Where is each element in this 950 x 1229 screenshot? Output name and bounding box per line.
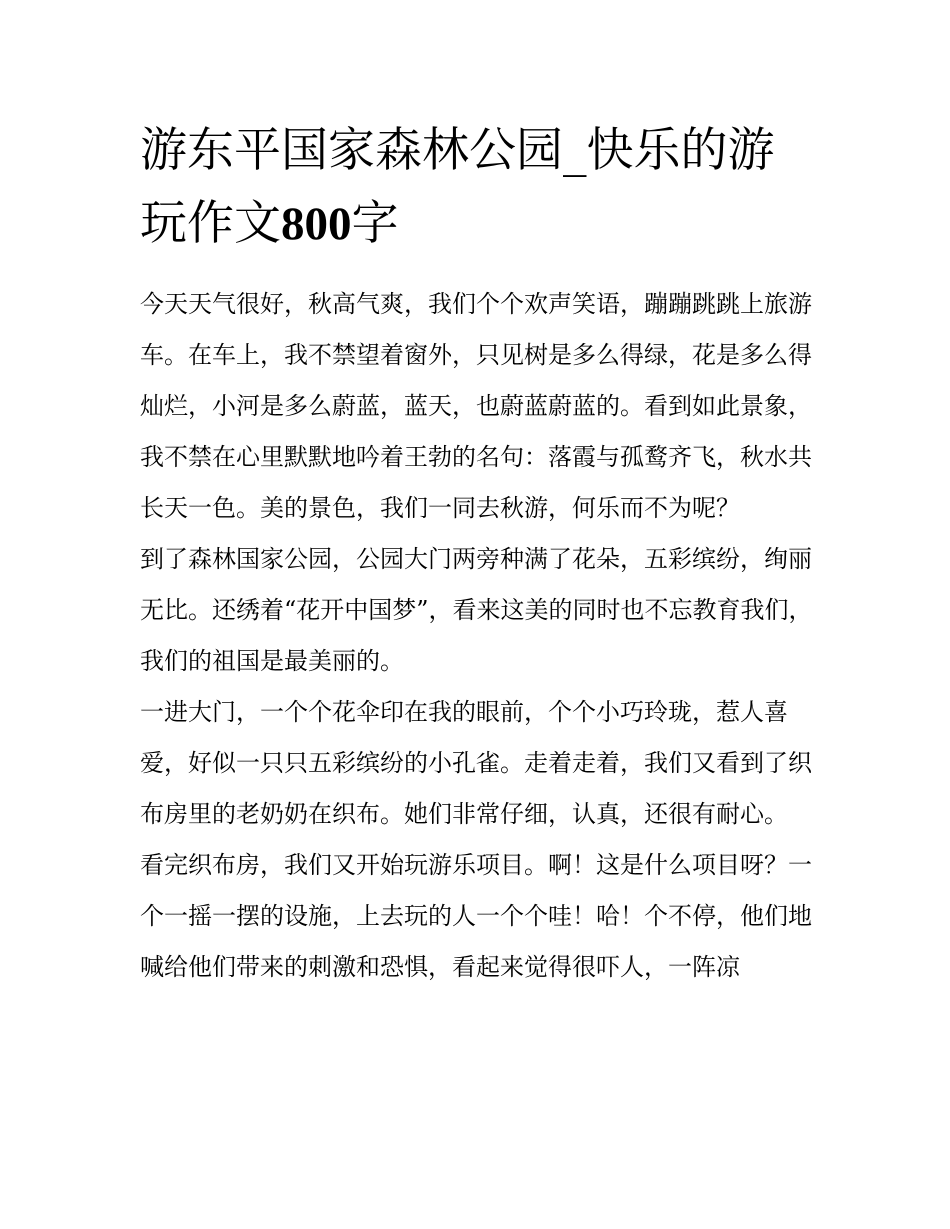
paragraph-2: 到了森林国家公园，公园大门两旁种满了花朵，五彩缤纷，绚丽无比。还绣着“花开中国梦”，看来这美的同时也不忘教育我们，我们的祖国是最美丽的。 [140, 545, 813, 675]
paragraph-4: 看完织布房，我们又开始玩游乐项目。啊！这是什么项目呀？一个一摇一摆的设施，上去玩的人一个个哇！哈！个不停，他们地喊给他们带来的刺激和恐惧，看起来觉得很吓人，一阵凉 [140, 851, 812, 981]
paragraph-3: 一进大门，一个个花伞印在我的眼前，个个小巧玲珑，惹人喜爱，好似一只只五彩缤纷的小孔雀。走着走着，我们又看到了织布房里的老奶奶在织布。她们非常仔细，认真，还很有耐心。 [140, 698, 812, 828]
paragraph-1: 今天天气很好，秋高气爽，我们个个欢声笑语，蹦蹦跳跳上旅游车。在车上，我不禁望着窗外，只见树是多么得绿，花是多么得灿烂，小河是多么蔚蓝，蓝天，也蔚蓝蔚蓝的。看到如此景象，我不禁在心里默默地吟着王勃的名句：落霞与孤鹜齐飞，秋水共长天一色。美的景色，我们一同去秋游，何乐而不为呢？ [140, 290, 812, 522]
document-body [140, 279, 820, 993]
title-main-text: 游东平国家森林公园_快乐的游玩作文 [140, 123, 775, 251]
title-number: 800 [281, 198, 352, 250]
title-suffix: 字 [351, 196, 399, 251]
document-title [140, 114, 820, 261]
